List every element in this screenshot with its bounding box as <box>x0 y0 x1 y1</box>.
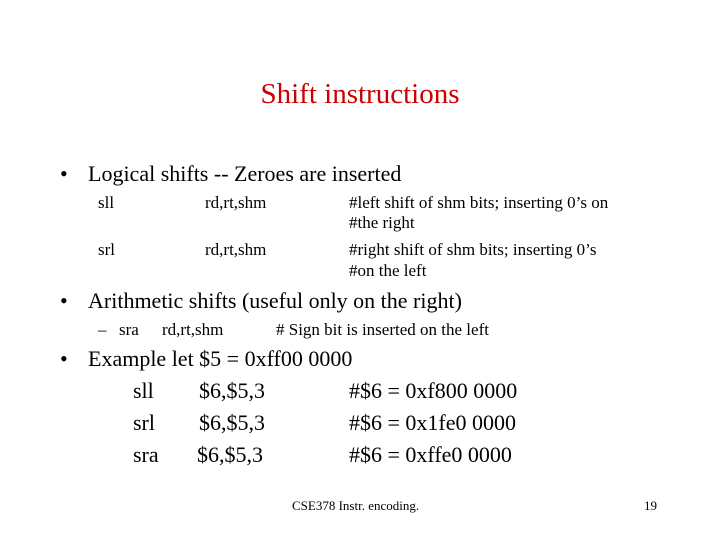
page-number: 19 <box>644 498 657 513</box>
arithmetic-shifts-heading: Arithmetic shifts (useful only on the right) <box>88 288 462 313</box>
logical-shifts-heading: Logical shifts -- Zeroes are inserted <box>88 161 402 186</box>
example-row-result: #$6 = 0x1fe0 0000 <box>349 410 516 435</box>
logical-row-comment-cont: #on the left <box>349 261 427 280</box>
bullet-glyph: • <box>60 161 68 186</box>
example-row-result: #$6 = 0xf800 0000 <box>349 378 518 403</box>
example-row-op: srl <box>133 410 155 435</box>
arith-op: sra <box>119 320 139 339</box>
bullet-glyph: • <box>60 346 68 371</box>
example-row-args: $6,$5,3 <box>197 442 263 467</box>
logical-row-args: rd,rt,shm <box>205 240 267 259</box>
example-row-args: $6,$5,3 <box>199 410 265 435</box>
logical-row-args: rd,rt,shm <box>205 193 267 212</box>
logical-row-op: srl <box>98 240 115 259</box>
arith-args: rd,rt,shm <box>162 320 224 339</box>
example-row-op: sra <box>133 442 159 467</box>
dash-glyph: – <box>98 320 107 339</box>
arith-comment: # Sign bit is inserted on the left <box>276 320 489 339</box>
example-row-args: $6,$5,3 <box>199 378 265 403</box>
slide-title: Shift instructions <box>260 78 460 110</box>
footer-course: CSE378 Instr. encoding. <box>292 498 420 513</box>
logical-row-comment: #right shift of shm bits; inserting 0’s <box>349 240 597 259</box>
example-heading: Example let $5 = 0xff00 0000 <box>88 346 353 371</box>
logical-row-op: sll <box>98 193 115 212</box>
example-row-result: #$6 = 0xffe0 0000 <box>349 442 512 467</box>
logical-row-comment-cont: #the right <box>349 213 415 232</box>
logical-row-comment: #left shift of shm bits; inserting 0’s on <box>349 193 609 212</box>
example-row-op: sll <box>133 378 154 403</box>
bullet-glyph: • <box>60 288 68 313</box>
